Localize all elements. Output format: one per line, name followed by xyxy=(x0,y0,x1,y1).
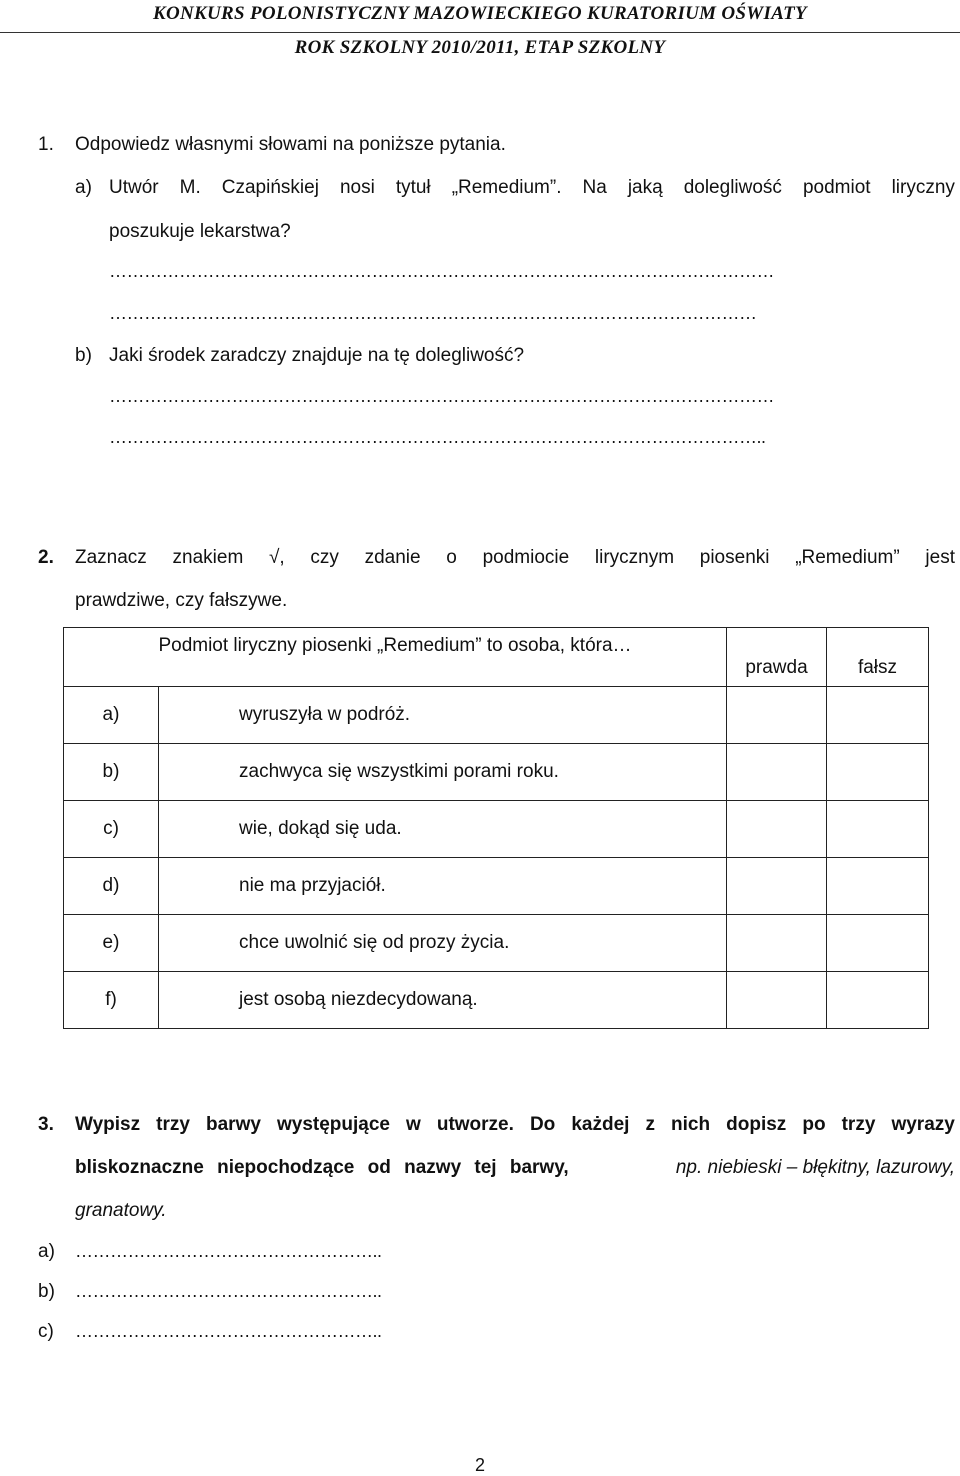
word: czy xyxy=(310,547,339,568)
q1b-answer-line-2[interactable]: ………………………………………………………………………………………………….. xyxy=(109,427,766,447)
q2-instruction-line xyxy=(75,547,955,569)
word: trzy xyxy=(841,1114,876,1135)
word: „Remedium”. xyxy=(451,177,562,198)
header-statement-cell xyxy=(64,628,727,687)
q3-answer-label: b) xyxy=(38,1281,55,1302)
true-checkbox-cell[interactable] xyxy=(727,744,827,801)
false-checkbox-cell[interactable] xyxy=(827,687,929,744)
q1-text: Odpowiedz własnymi słowami na poniższe pytania. xyxy=(75,134,506,155)
q3-example: np. niebieski – błękitny, lazurowy, xyxy=(675,1157,955,1178)
word: nich xyxy=(671,1114,711,1135)
word: podmiot xyxy=(802,177,871,198)
header-subtitle: ROK SZKOLNY 2010/2011, ETAP SZKOLNY xyxy=(294,37,666,58)
false-checkbox-cell[interactable] xyxy=(827,915,929,972)
word: jest xyxy=(925,547,955,568)
q2-number: 2. xyxy=(38,547,54,568)
q3-instruction-line-2 xyxy=(75,1157,955,1179)
q1b-answer-line-1[interactable]: …………………………………………………………………………………………………… xyxy=(109,386,774,406)
word: o xyxy=(446,547,457,568)
row-statement: nie ma przyjaciół. xyxy=(159,858,727,915)
word: każdej xyxy=(571,1114,630,1135)
q1a-question-line xyxy=(109,177,955,199)
q2-instruction-cont: prawdziwe, czy fałszywe. xyxy=(75,590,288,611)
word: barwy xyxy=(206,1114,261,1135)
word: Zaznacz xyxy=(75,547,147,568)
word: Wypisz xyxy=(75,1114,141,1135)
word: nosi xyxy=(339,177,375,198)
table-row xyxy=(64,858,929,915)
row-label: e) xyxy=(64,915,159,972)
false-checkbox-cell[interactable] xyxy=(827,801,929,858)
word: znakiem xyxy=(172,547,244,568)
false-checkbox-cell[interactable] xyxy=(827,972,929,1029)
q1-number: 1. xyxy=(38,134,54,155)
word: lirycznym xyxy=(594,547,675,568)
q3-answer-label: c) xyxy=(38,1321,54,1342)
q3-number: 3. xyxy=(38,1114,54,1135)
q3-example-cont: granatowy. xyxy=(75,1200,167,1221)
q3-answer-line[interactable]: …………………………………………….. xyxy=(75,1321,382,1341)
table-row xyxy=(64,915,929,972)
word: trzy xyxy=(156,1114,190,1135)
word: dopisz xyxy=(726,1114,787,1135)
word: w xyxy=(406,1114,421,1135)
q3-answer-label: a) xyxy=(38,1241,55,1262)
word: zdanie xyxy=(364,547,421,568)
word: Na xyxy=(582,177,607,198)
true-checkbox-cell[interactable] xyxy=(727,801,827,858)
q1a-answer-line-1[interactable]: …………………………………………………………………………………………………… xyxy=(109,261,774,281)
word: „Remedium” xyxy=(795,547,900,568)
word: liryczny xyxy=(891,177,955,198)
header-divider xyxy=(0,32,960,33)
row-statement: jest osobą niezdecydowaną. xyxy=(159,972,727,1029)
table-row xyxy=(64,801,929,858)
false-checkbox-cell[interactable] xyxy=(827,858,929,915)
table-row xyxy=(64,744,929,801)
page-number: 2 xyxy=(474,1455,485,1475)
header-false-cell xyxy=(827,628,929,687)
true-checkbox-cell[interactable] xyxy=(727,972,827,1029)
header-true-cell xyxy=(727,628,827,687)
true-checkbox-cell[interactable] xyxy=(727,858,827,915)
word: M. xyxy=(179,177,201,198)
table-row xyxy=(64,972,929,1029)
word: po xyxy=(802,1114,826,1135)
q3-answer-line[interactable]: …………………………………………….. xyxy=(75,1241,382,1261)
word: jaką xyxy=(627,177,663,198)
row-statement: zachwyca się wszystkimi porami roku. xyxy=(159,744,727,801)
q3-answer-line[interactable]: …………………………………………….. xyxy=(75,1281,382,1301)
false-checkbox-cell[interactable] xyxy=(827,744,929,801)
q1a-question-cont: poszukuje lekarstwa? xyxy=(109,221,291,242)
q1b-label: b) xyxy=(75,345,92,366)
row-statement: wie, dokąd się uda. xyxy=(159,801,727,858)
true-checkbox-cell[interactable] xyxy=(727,687,827,744)
header-statement: Podmiot liryczny piosenki „Remedium” to osoba, która… xyxy=(158,635,632,656)
word: dolegliwość xyxy=(683,177,782,198)
row-label: b) xyxy=(64,744,159,801)
header-false: fałsz xyxy=(857,657,898,678)
word: z xyxy=(645,1114,655,1135)
row-statement: chce uwolnić się od prozy życia. xyxy=(159,915,727,972)
row-label: f) xyxy=(64,972,159,1029)
true-false-table xyxy=(63,627,929,1029)
row-label: d) xyxy=(64,858,159,915)
word: Do xyxy=(529,1114,556,1135)
table-row xyxy=(64,687,929,744)
word: √, xyxy=(268,547,285,568)
row-label: a) xyxy=(64,687,159,744)
word: występujące xyxy=(276,1114,390,1135)
q3-instruction-line xyxy=(75,1114,955,1136)
word: Utwór xyxy=(109,177,159,198)
word: tytuł xyxy=(395,177,431,198)
word: utworze. xyxy=(436,1114,514,1135)
header-title: KONKURS POLONISTYCZNY MAZOWIECKIEGO KURATORIUM OŚWIATY xyxy=(153,3,807,24)
q3-instruction-bold: bliskoznaczne niepochodzące od nazwy tej barwy, xyxy=(75,1157,569,1178)
row-statement: wyruszyła w podróż. xyxy=(159,687,727,744)
word: podmiocie xyxy=(482,547,570,568)
word: wyrazy xyxy=(891,1114,955,1135)
q1a-answer-line-2[interactable]: ………………………………………………………………………………………………… xyxy=(109,303,757,323)
row-label: c) xyxy=(64,801,159,858)
table-header-row xyxy=(64,628,929,687)
true-checkbox-cell[interactable] xyxy=(727,915,827,972)
q1a-label: a) xyxy=(75,177,92,198)
word: piosenki xyxy=(699,547,770,568)
header-true: prawda xyxy=(745,657,808,678)
word: Czapińskiej xyxy=(221,177,319,198)
q1b-question: Jaki środek zaradczy znajduje na tę dolegliwość? xyxy=(109,345,525,366)
